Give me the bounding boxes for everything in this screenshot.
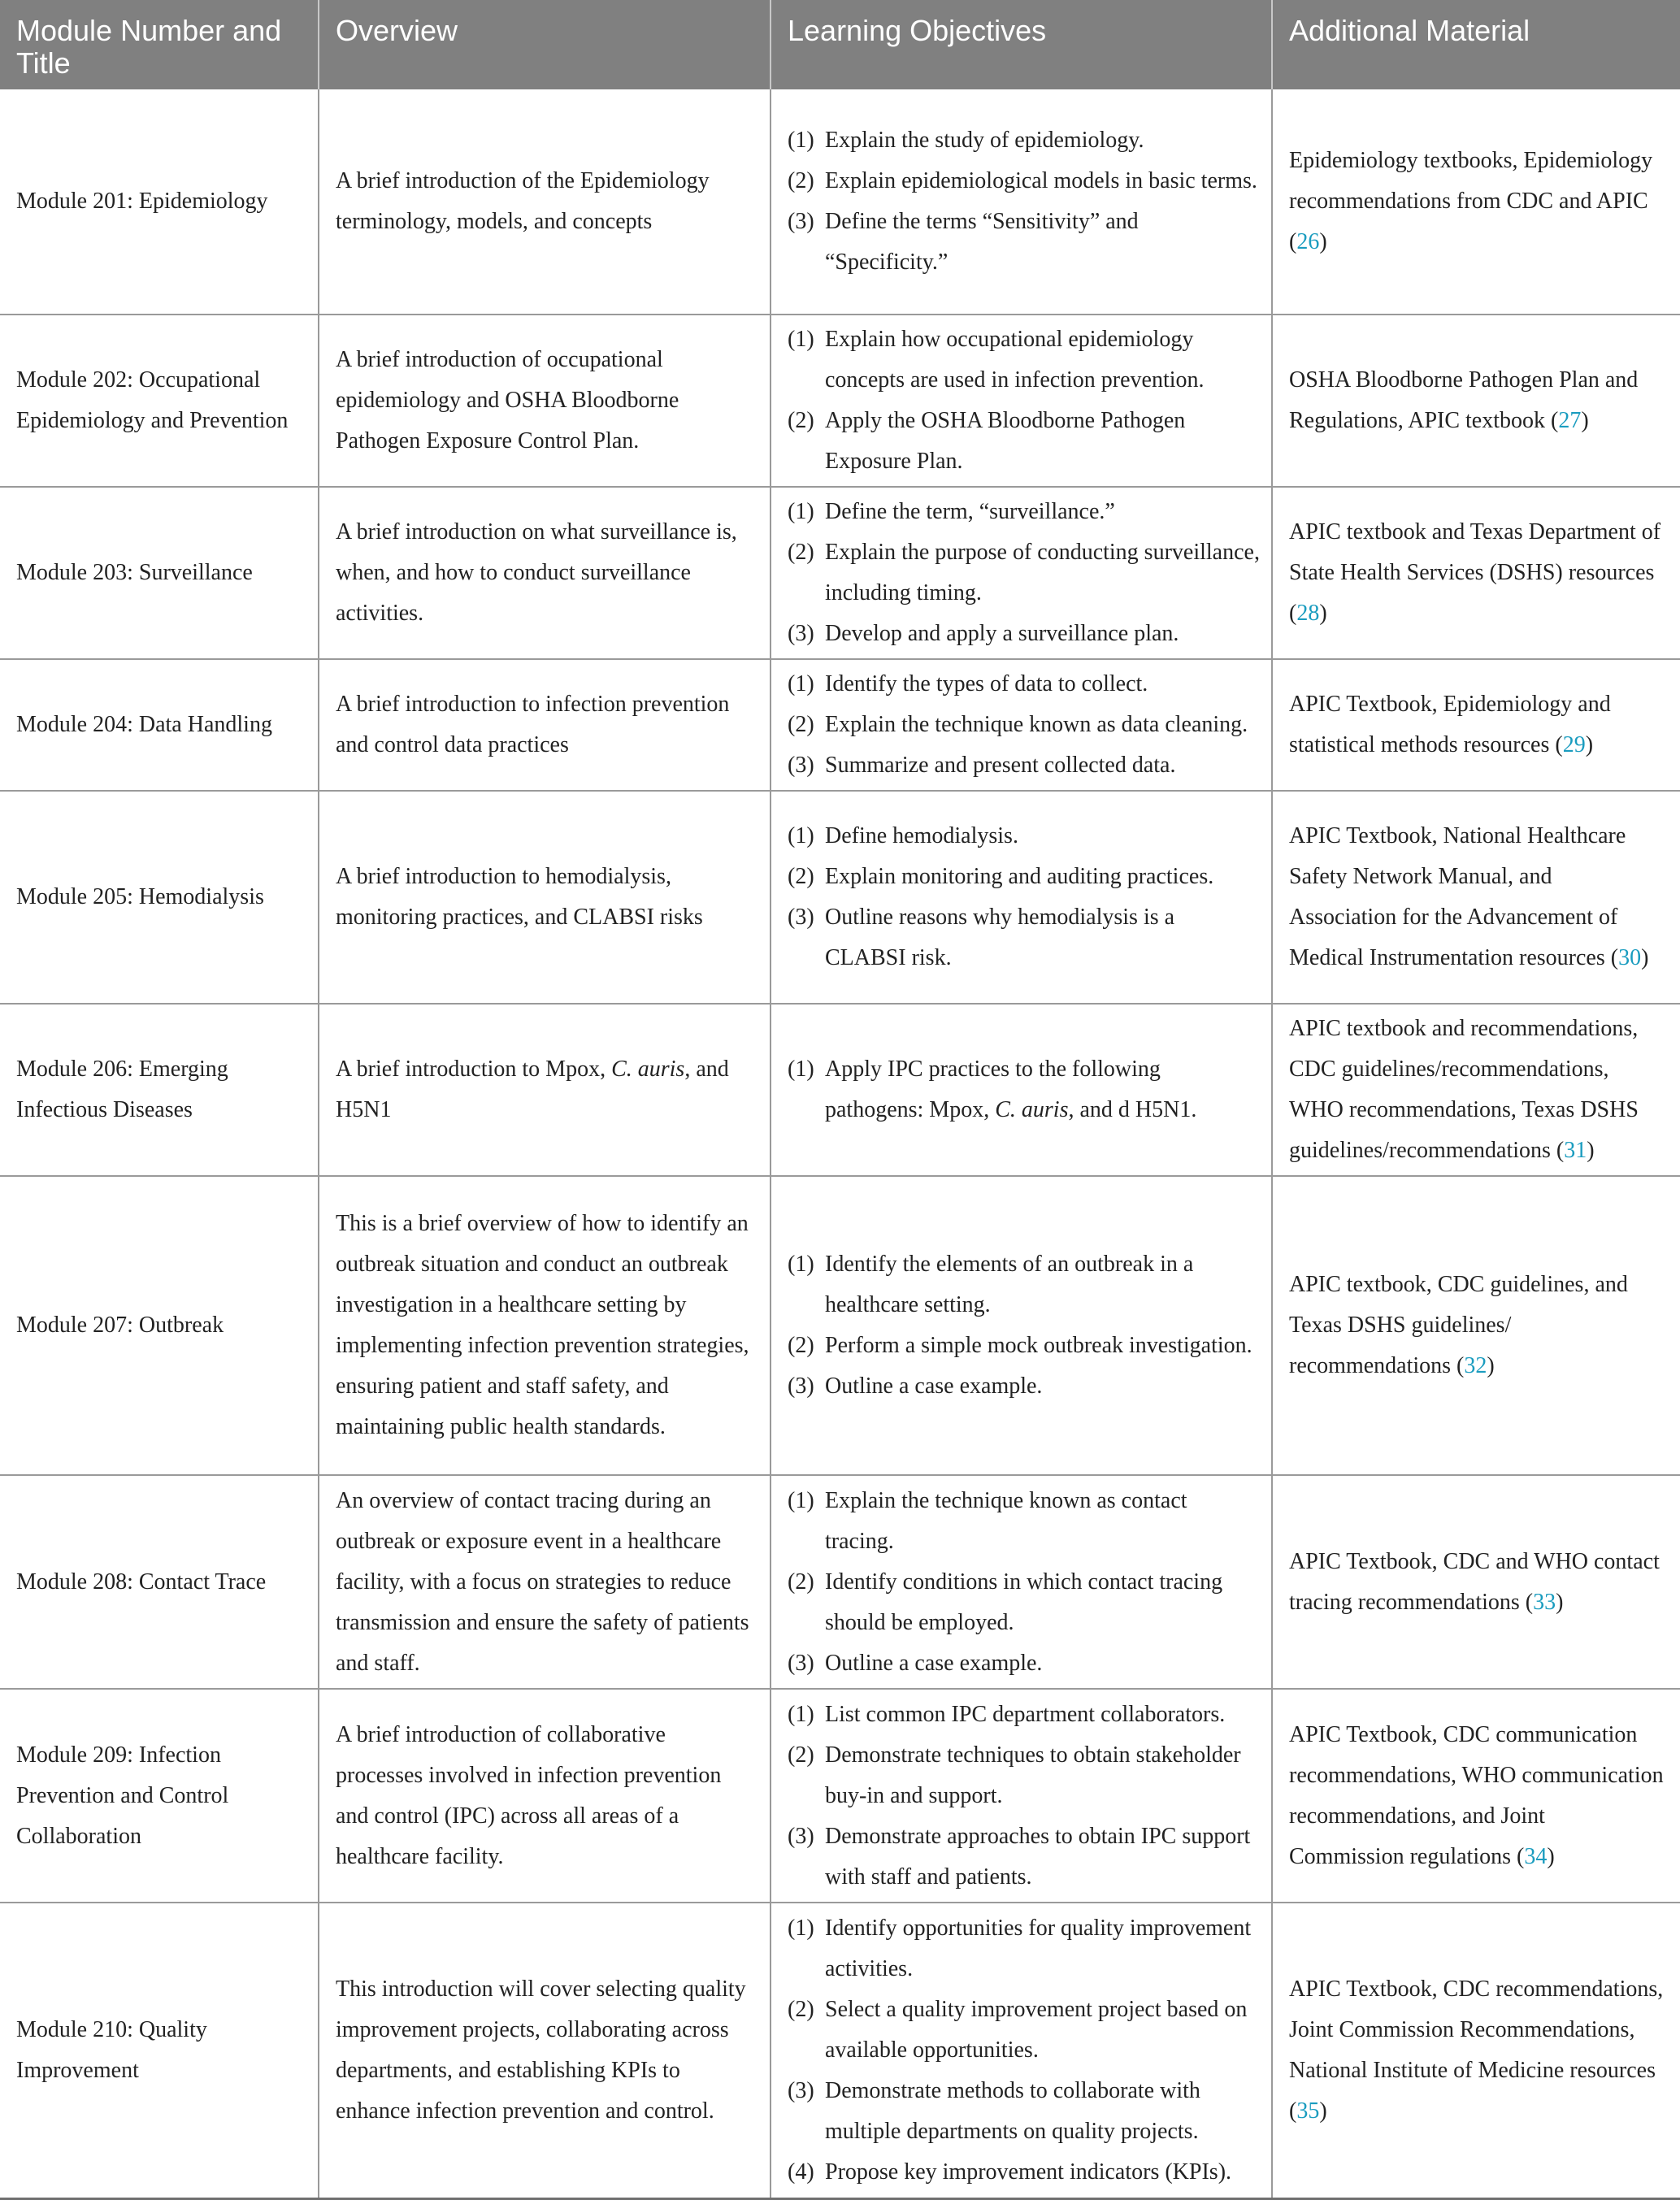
table-row: [0, 487, 1680, 659]
table-row: [0, 659, 1680, 791]
module-title: Module 201: Epidemiology: [0, 89, 319, 315]
reference-link[interactable]: 30: [1618, 945, 1642, 970]
additional-material: [1272, 487, 1680, 659]
table-row: [0, 315, 1680, 487]
additional-material: [1272, 1903, 1680, 2198]
module-title: Module 202: Occupational Epidemiology and Prevention: [0, 315, 319, 487]
objective-text: Identify the types of data to collect.: [825, 671, 1148, 696]
header-objectives: Learning Objectives: [771, 0, 1272, 89]
objective-text-post: , and d H5N1.: [1068, 1097, 1197, 1122]
material-text: APIC Textbook, Epidemiology and statistical methods resources (: [1289, 692, 1611, 757]
learning-objectives: [771, 1475, 1272, 1689]
objective-number: (2): [788, 712, 814, 737]
objective-item: [788, 1816, 1260, 1898]
material-close: ): [1556, 1589, 1564, 1615]
objective-text-pre: Apply IPC practices to the following pathogens: Mpox,: [825, 1057, 1161, 1122]
objective-item: [788, 1366, 1260, 1407]
reference-link[interactable]: 35: [1296, 2098, 1320, 2124]
objective-number: (4): [788, 2159, 814, 2185]
objective-item: [788, 1562, 1260, 1643]
objective-item: [788, 614, 1260, 654]
reference-link[interactable]: 26: [1296, 229, 1320, 254]
reference-link[interactable]: 32: [1464, 1353, 1487, 1378]
objective-number: (2): [788, 864, 814, 889]
additional-material: [1272, 89, 1680, 315]
material-text: APIC textbook, CDC guidelines, and Texas DSHS guidelines/ recommendations (: [1289, 1272, 1628, 1378]
material-text: APIC textbook and recommendations, CDC guidelines/recommendations, WHO recommendations, Texas DSHS guidelines/recommendations (: [1289, 1016, 1639, 1163]
module-overview: A brief introduction on what surveillance is, when, and how to conduct surveillance activities.: [319, 487, 771, 659]
header-row: [0, 0, 1680, 89]
objective-number: (1): [788, 128, 814, 153]
objective-number: (3): [788, 1373, 814, 1399]
table-row: [0, 791, 1680, 1004]
additional-material: [1272, 659, 1680, 791]
module-overview: A brief introduction of occupational epidemiology and OSHA Bloodborne Pathogen Exposure Control Plan.: [319, 315, 771, 487]
learning-objectives: [771, 1689, 1272, 1903]
objective-item: [788, 1990, 1260, 2071]
table-row: [0, 89, 1680, 315]
objective-number: (2): [788, 1742, 814, 1768]
objective-number: (2): [788, 168, 814, 193]
objective-number: (2): [788, 1569, 814, 1595]
objective-number: (3): [788, 621, 814, 646]
module-title: Module 206: Emerging Infectious Diseases: [0, 1004, 319, 1176]
objective-text: Select a quality improvement project based on available opportunities.: [825, 1996, 1248, 2063]
objective-text: Summarize and present collected data.: [825, 753, 1176, 778]
objective-text: Propose key improvement indicators (KPIs).: [825, 2159, 1232, 2185]
objective-text: List common IPC department collaborators.: [825, 1701, 1226, 1727]
table-body: [0, 89, 1680, 2198]
material-text: APIC Textbook, CDC and WHO contact tracing recommendations (: [1289, 1548, 1660, 1615]
objective-text: Identify conditions in which contact tracing should be employed.: [825, 1569, 1223, 1635]
objective-item: [788, 664, 1260, 705]
objective-number: (3): [788, 1650, 814, 1676]
module-title: Module 209: Infection Prevention and Control Collaboration: [0, 1689, 319, 1903]
objective-text: Explain the technique known as data cleaning.: [825, 712, 1248, 737]
objective-number: (1): [788, 1487, 814, 1513]
module-overview: A brief introduction of the Epidemiology terminology, models, and concepts: [319, 89, 771, 315]
material-close: ): [1581, 408, 1589, 433]
module-title: Module 208: Contact Trace: [0, 1475, 319, 1689]
objective-item: [788, 532, 1260, 614]
objective-text: Apply the OSHA Bloodborne Pathogen Exposure Plan.: [825, 408, 1186, 474]
objective-text: Develop and apply a surveillance plan.: [825, 621, 1179, 646]
objective-text: Demonstrate techniques to obtain stakeholder buy-in and support.: [825, 1742, 1241, 1808]
material-text: OSHA Bloodborne Pathogen Plan and Regulations, APIC textbook (: [1289, 367, 1639, 433]
module-overview: This introduction will cover selecting quality improvement projects, collaborating across departments, and establishing KPIs to enhance infection prevention and control.: [319, 1903, 771, 2198]
table-row: [0, 1903, 1680, 2198]
objective-number: (1): [788, 823, 814, 848]
header-overview: Overview: [319, 0, 771, 89]
objective-item: [788, 1643, 1260, 1684]
objective-number: (1): [788, 1701, 814, 1727]
learning-objectives: [771, 1903, 1272, 2198]
module-title: Module 207: Outbreak: [0, 1176, 319, 1475]
learning-objectives: [771, 1176, 1272, 1475]
module-overview: An overview of contact tracing during an outbreak or exposure event in a healthcare facility, with a focus on strategies to reduce transmission and ensure the safety of patients and staff.: [319, 1475, 771, 1689]
objective-text: Define the term, “surveillance.”: [825, 499, 1115, 524]
material-close: ): [1587, 1138, 1595, 1163]
reference-link[interactable]: 27: [1558, 408, 1582, 433]
overview-text-end: , and H5N1: [336, 1057, 729, 1122]
objective-number: (3): [788, 209, 814, 234]
additional-material: [1272, 315, 1680, 487]
objective-item: [788, 1481, 1260, 1562]
module-title: Module 203: Surveillance: [0, 487, 319, 659]
objective-text: Identify the elements of an outbreak in a healthcare setting.: [825, 1252, 1194, 1317]
material-close: ): [1319, 601, 1327, 626]
reference-link[interactable]: 29: [1562, 732, 1586, 757]
objective-number: (1): [788, 327, 814, 352]
learning-objectives: [771, 659, 1272, 791]
objective-number: (1): [788, 1252, 814, 1277]
objective-number: (2): [788, 1333, 814, 1358]
material-text: Epidemiology textbooks, Epidemiology recommendations from CDC and APIC (: [1289, 148, 1653, 254]
module-title: Module 205: Hemodialysis: [0, 791, 319, 1004]
learning-objectives: [771, 89, 1272, 315]
learning-objectives: [771, 315, 1272, 487]
module-title: Module 210: Quality Improvement: [0, 1903, 319, 2198]
table-row: [0, 1176, 1680, 1475]
objective-text: Explain epidemiological models in basic terms.: [825, 168, 1257, 193]
additional-material: [1272, 1689, 1680, 1903]
objective-item: [788, 897, 1260, 979]
objective-text: [825, 1049, 1260, 1130]
header-material: Additional Material: [1272, 0, 1680, 89]
objective-text: Explain how occupational epidemiology concepts are used in infection prevention.: [825, 327, 1205, 393]
objective-item: [788, 401, 1260, 482]
objective-item: [788, 492, 1260, 532]
module-overview: A brief introduction to infection prevention and control data practices: [319, 659, 771, 791]
objective-item: [788, 2071, 1260, 2152]
objective-number: (1): [788, 499, 814, 524]
material-text: APIC Textbook, CDC recommendations, Joint Commission Recommendations, National Institute of Medicine resources (: [1289, 1976, 1664, 2124]
objective-number: (3): [788, 753, 814, 778]
material-close: ): [1641, 945, 1649, 970]
objective-text: Demonstrate methods to collaborate with multiple departments on quality projects.: [825, 2077, 1200, 2144]
objective-text: Identify opportunities for quality improvement activities.: [825, 1915, 1252, 1981]
objective-item: [788, 816, 1260, 857]
objective-number: (3): [788, 905, 814, 930]
objective-number: (1): [788, 1915, 814, 1941]
objective-text: Explain the study of epidemiology.: [825, 128, 1144, 153]
objective-item: [788, 705, 1260, 745]
objective-text: Demonstrate approaches to obtain IPC support with staff and patients.: [825, 1823, 1251, 1890]
objective-item: [788, 1049, 1260, 1130]
objective-number: (3): [788, 1823, 814, 1849]
objective-item: [788, 319, 1260, 401]
objective-item: [788, 857, 1260, 897]
objective-item: [788, 1908, 1260, 1990]
objective-pathogen: C. auris: [995, 1097, 1069, 1122]
objective-text: Explain monitoring and auditing practices.: [825, 864, 1214, 889]
additional-material: [1272, 1475, 1680, 1689]
material-close: ): [1319, 229, 1327, 254]
objective-item: [788, 745, 1260, 786]
additional-material: [1272, 1004, 1680, 1176]
objective-text: Define hemodialysis.: [825, 823, 1018, 848]
objective-item: [788, 2152, 1260, 2193]
objective-number: (3): [788, 2077, 814, 2103]
objective-text: Explain the purpose of conducting surveillance, including timing.: [825, 540, 1260, 605]
material-close: ): [1547, 1843, 1555, 1869]
objective-text: Define the terms “Sensitivity” and “Specificity.”: [825, 209, 1139, 275]
table-row: [0, 1004, 1680, 1176]
objective-text: Outline a case example.: [825, 1650, 1043, 1676]
material-close: ): [1487, 1353, 1495, 1378]
objective-text: Outline reasons why hemodialysis is a CLABSI risk.: [825, 905, 1175, 970]
material-text: APIC Textbook, CDC communication recommendations, WHO communication recommendations, and Joint Commission regulations (: [1289, 1721, 1664, 1869]
objective-item: [788, 1244, 1260, 1326]
reference-link[interactable]: 34: [1524, 1843, 1548, 1869]
objective-text: Explain the technique known as contact tracing.: [825, 1487, 1187, 1554]
reference-link[interactable]: 33: [1533, 1589, 1556, 1615]
objective-item: [788, 1694, 1260, 1735]
objective-number: (2): [788, 540, 814, 565]
objective-text: Perform a simple mock outbreak investigation.: [825, 1333, 1252, 1358]
objective-item: [788, 202, 1260, 283]
objective-number: (2): [788, 1996, 814, 2022]
material-close: ): [1319, 2098, 1327, 2124]
material-close: ): [1585, 732, 1594, 757]
learning-objectives: [771, 487, 1272, 659]
reference-link[interactable]: 28: [1296, 601, 1320, 626]
additional-material: [1272, 1176, 1680, 1475]
objective-number: (1): [788, 671, 814, 696]
table-row: [0, 1689, 1680, 1903]
reference-link[interactable]: 31: [1564, 1138, 1587, 1163]
overview-text: A brief introduction to Mpox,: [336, 1057, 612, 1082]
learning-objectives: [771, 791, 1272, 1004]
module-overview: [319, 1004, 771, 1176]
header-module: Module Number and Title: [0, 0, 319, 89]
objective-item: [788, 1735, 1260, 1816]
module-overview: A brief introduction of collaborative processes involved in infection prevention and control (IPC) across all areas of a healthcare facility.: [319, 1689, 771, 1903]
additional-material: [1272, 791, 1680, 1004]
material-text: APIC Textbook, National Healthcare Safety Network Manual, and Association for the Advancement of Medical Instrumentation resources (: [1289, 823, 1626, 970]
module-overview: This is a brief overview of how to identify an outbreak situation and conduct an outbreak investigation in a healthcare setting by implementing infection prevention strategies, ensuring patient and staff safety, and maintaining public health standards.: [319, 1176, 771, 1475]
material-text: APIC textbook and Texas Department of State Health Services (DSHS) resources (: [1289, 519, 1661, 626]
overview-pathogen: C. auris: [611, 1057, 685, 1082]
table-row: [0, 1475, 1680, 1689]
learning-objectives: [771, 1004, 1272, 1176]
module-overview: A brief introduction to hemodialysis, monitoring practices, and CLABSI risks: [319, 791, 771, 1004]
module-title: Module 204: Data Handling: [0, 659, 319, 791]
table-header: [0, 0, 1680, 89]
objective-item: [788, 161, 1260, 202]
objective-item: [788, 120, 1260, 161]
objective-item: [788, 1326, 1260, 1366]
objective-number: (1): [788, 1057, 814, 1082]
objective-text: Outline a case example.: [825, 1373, 1043, 1399]
objective-number: (2): [788, 408, 814, 433]
